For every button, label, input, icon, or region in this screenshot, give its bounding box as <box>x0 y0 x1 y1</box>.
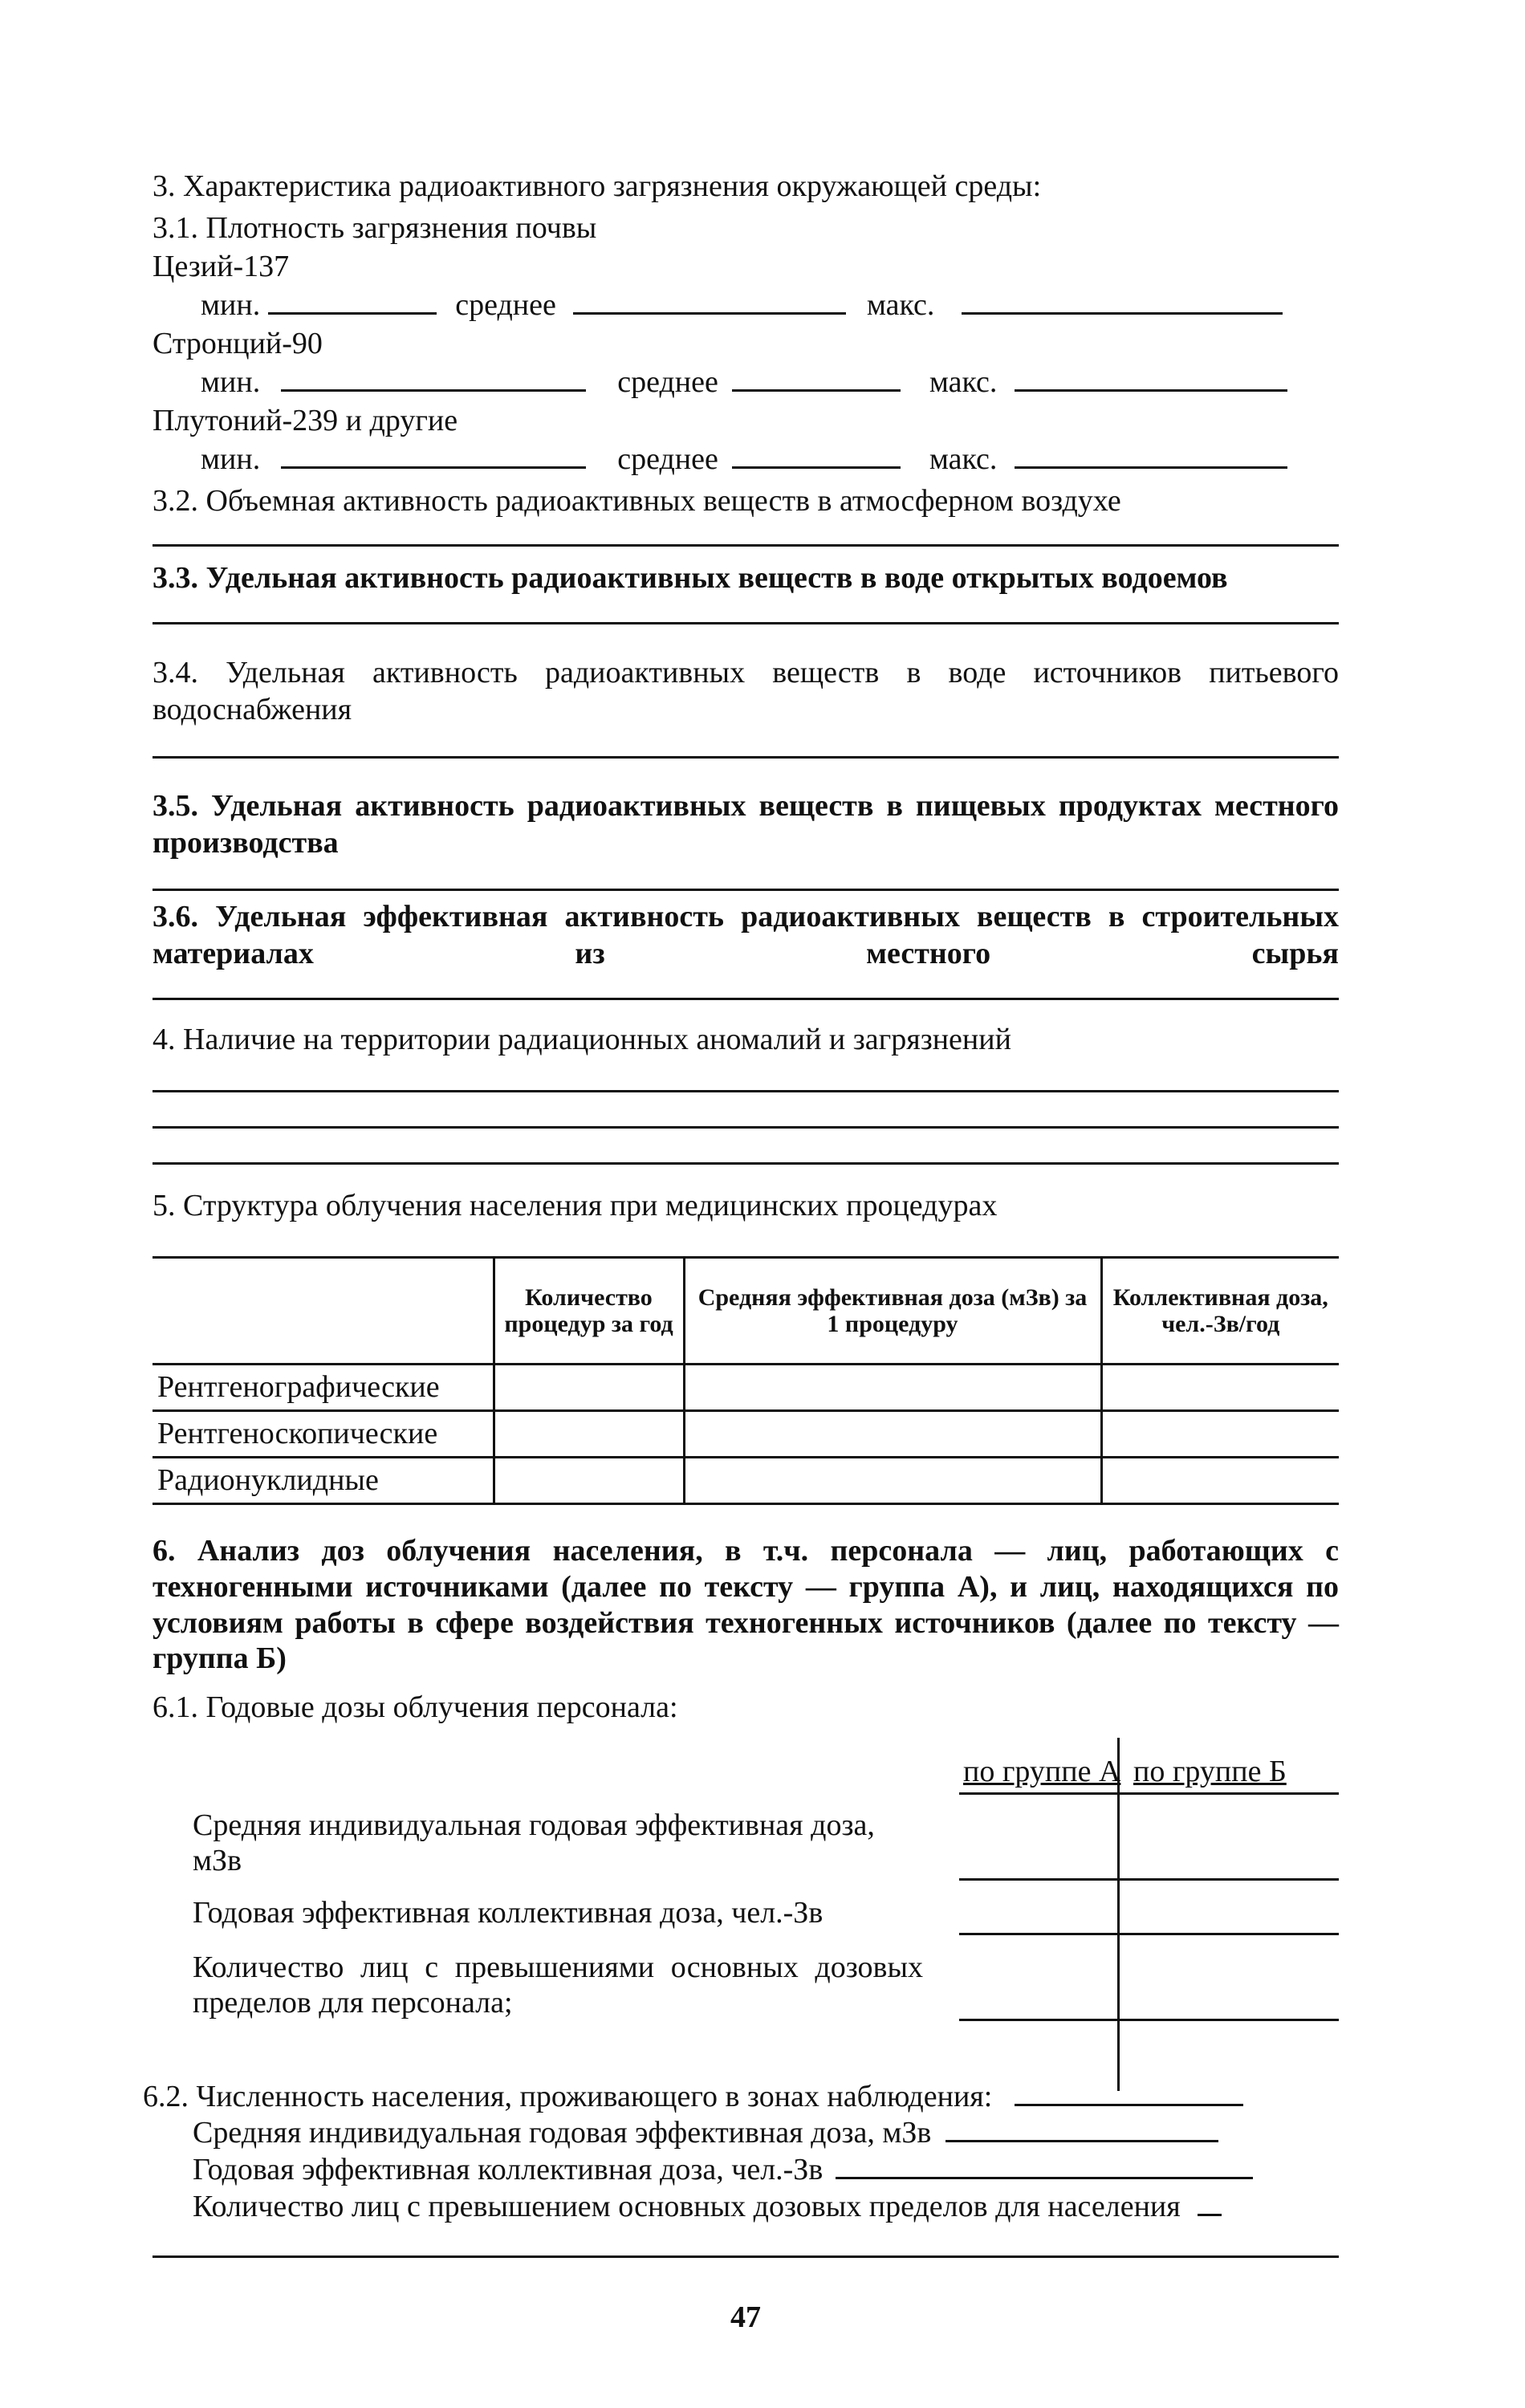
min-label: мин. <box>201 288 261 322</box>
column-divider <box>1117 1738 1120 2091</box>
section-4-answer-line-1[interactable] <box>152 1090 1339 1092</box>
section-4-answer-line-2[interactable] <box>152 1126 1339 1129</box>
population-exceedances-label: Количество лиц с превышением основных дозовых пределов для населения <box>193 2190 1181 2223</box>
section-3-heading: 3. Характеристика радиоактивного загрязнения окружающей среды: <box>152 169 1042 203</box>
section-4-heading: 4. Наличие на территории радиационных аномалий и загрязнений <box>152 1023 1011 1056</box>
row-exceedances: Количество лиц с превышениями основных дозовых пределов для персонала; <box>193 1950 923 2020</box>
pu239-avg-field[interactable] <box>732 442 901 469</box>
table-header-row <box>152 1258 1339 1365</box>
nuclide-cs137-label: Цезий-137 <box>152 250 290 283</box>
table-row <box>152 1458 1339 1504</box>
table-cell[interactable] <box>494 1458 684 1504</box>
section-6-2-answer-line[interactable] <box>152 2255 1339 2258</box>
table-cell[interactable] <box>1101 1411 1339 1458</box>
section-3-4-answer-line[interactable] <box>152 756 1339 759</box>
column-group-a: по группе А <box>963 1755 1121 1788</box>
population-collective-dose-label: Годовая эффективная коллективная доза, чел.-Зв <box>193 2153 824 2186</box>
section-3-2-answer-line[interactable] <box>152 544 1339 547</box>
section-3-1-title: 3.1. Плотность загрязнения почвы <box>152 211 597 245</box>
row-avg-individual-dose: Средняя индивидуальная годовая эффективная доза, мЗв <box>193 1808 875 1877</box>
max-label: макс. <box>866 288 935 322</box>
nuclide-sr90-label: Стронций-90 <box>152 327 323 360</box>
section-3-6: 3.6. Удельная эффективная активность радиоактивных веществ в строительных материалах из местного сырья <box>152 900 1339 970</box>
max-label: макс. <box>929 365 998 399</box>
column-group-b: по группе Б <box>1133 1755 1287 1788</box>
section-6-heading: 6. Анализ доз облучения населения, в т.ч. персонала — лиц, работающих с техногенными источниками (далее по тексту — группа А), и лиц, находящихся по условиям работы в сфере воздействия техногенных источников (далее по тексту — группа Б) <box>152 1534 1339 1676</box>
max-label: макс. <box>929 442 998 476</box>
table-cell[interactable] <box>1101 1365 1339 1411</box>
pu239-min-field[interactable] <box>281 442 586 469</box>
column-procedures-count: Количество процедур за год <box>494 1258 684 1365</box>
section-3-4: 3.4. Удельная активность радиоактивных веществ в воде источников питьевого водоснабжения <box>152 656 1339 726</box>
row-label: Рентгеноскопические <box>152 1411 494 1458</box>
section-3-3-answer-line[interactable] <box>152 622 1339 624</box>
row-1-answer-line[interactable] <box>959 1878 1339 1881</box>
table-corner-cell <box>152 1258 494 1365</box>
cs137-avg-field[interactable] <box>573 288 846 315</box>
nuclide-cs137-fields <box>201 287 1283 324</box>
population-field[interactable] <box>1015 2080 1243 2106</box>
avg-label: среднее <box>455 288 556 322</box>
medical-exposure-table <box>152 1256 1339 1505</box>
min-label: мин. <box>201 365 261 399</box>
section-3-3: 3.3. Удельная активность радиоактивных веществ в воде открытых водоемов <box>152 561 1228 595</box>
section-6-1-heading: 6.1. Годовые дозы облучения персонала: <box>152 1690 678 1724</box>
section-3-5: 3.5. Удельная активность радиоактивных веществ в пищевых продуктах местного производства <box>152 789 1339 860</box>
avg-label: среднее <box>617 365 718 399</box>
table-cell[interactable] <box>494 1411 684 1458</box>
sr90-max-field[interactable] <box>1015 365 1287 392</box>
table-row <box>152 1411 1339 1458</box>
section-4-answer-line-3[interactable] <box>152 1162 1339 1165</box>
cs137-min-field[interactable] <box>268 288 437 315</box>
section-6-2-heading <box>143 2079 1243 2116</box>
table-cell[interactable] <box>1101 1458 1339 1504</box>
table-cell[interactable] <box>684 1458 1101 1504</box>
row-collective-dose: Годовая эффективная коллективная доза, чел.-Зв <box>193 1896 824 1930</box>
table-cell[interactable] <box>494 1365 684 1411</box>
nuclide-pu239-fields <box>201 441 1287 478</box>
population-exceedances-field[interactable] <box>1198 2190 1222 2216</box>
nuclide-pu239-label: Плутоний-239 и другие <box>152 404 458 437</box>
table-row <box>152 1365 1339 1411</box>
column-avg-dose: Средняя эффективная доза (мЗв) за 1 процедуру <box>684 1258 1101 1365</box>
avg-label: среднее <box>617 442 718 476</box>
section-3-6-answer-line[interactable] <box>152 998 1339 1000</box>
min-label: мин. <box>201 442 261 476</box>
table-cell[interactable] <box>684 1411 1101 1458</box>
row-3-answer-line[interactable] <box>959 2019 1339 2021</box>
section-5-heading: 5. Структура облучения населения при медицинских процедурах <box>152 1189 998 1222</box>
table-cell[interactable] <box>684 1365 1101 1411</box>
cs137-max-field[interactable] <box>962 288 1283 315</box>
sr90-min-field[interactable] <box>281 365 586 392</box>
population-avg-dose-label: Средняя индивидуальная годовая эффективная доза, мЗв <box>193 2116 932 2150</box>
population-collective-dose-line <box>193 2152 1253 2189</box>
page-number: 47 <box>730 2300 761 2334</box>
population-exceedances-line <box>193 2189 1222 2226</box>
row-label: Рентгенографические <box>152 1365 494 1411</box>
section-6-2-label: 6.2. Численность населения, проживающего в зонах наблюдения: <box>143 2080 993 2113</box>
row-2-answer-line[interactable] <box>959 1933 1339 1935</box>
row-label: Радионуклидные <box>152 1458 494 1504</box>
population-collective-dose-field[interactable] <box>836 2153 1253 2179</box>
nuclide-sr90-fields <box>201 364 1287 401</box>
section-3-2: 3.2. Объемная активность радиоактивных веществ в атмосферном воздухе <box>152 484 1121 518</box>
header-underline <box>959 1792 1339 1795</box>
population-avg-dose-field[interactable] <box>946 2116 1218 2142</box>
sr90-avg-field[interactable] <box>732 365 901 392</box>
column-collective-dose: Коллективная доза, чел.-Зв/год <box>1101 1258 1339 1365</box>
population-avg-dose-line <box>193 2115 1218 2152</box>
pu239-max-field[interactable] <box>1015 442 1287 469</box>
section-3-5-answer-line[interactable] <box>152 889 1339 891</box>
